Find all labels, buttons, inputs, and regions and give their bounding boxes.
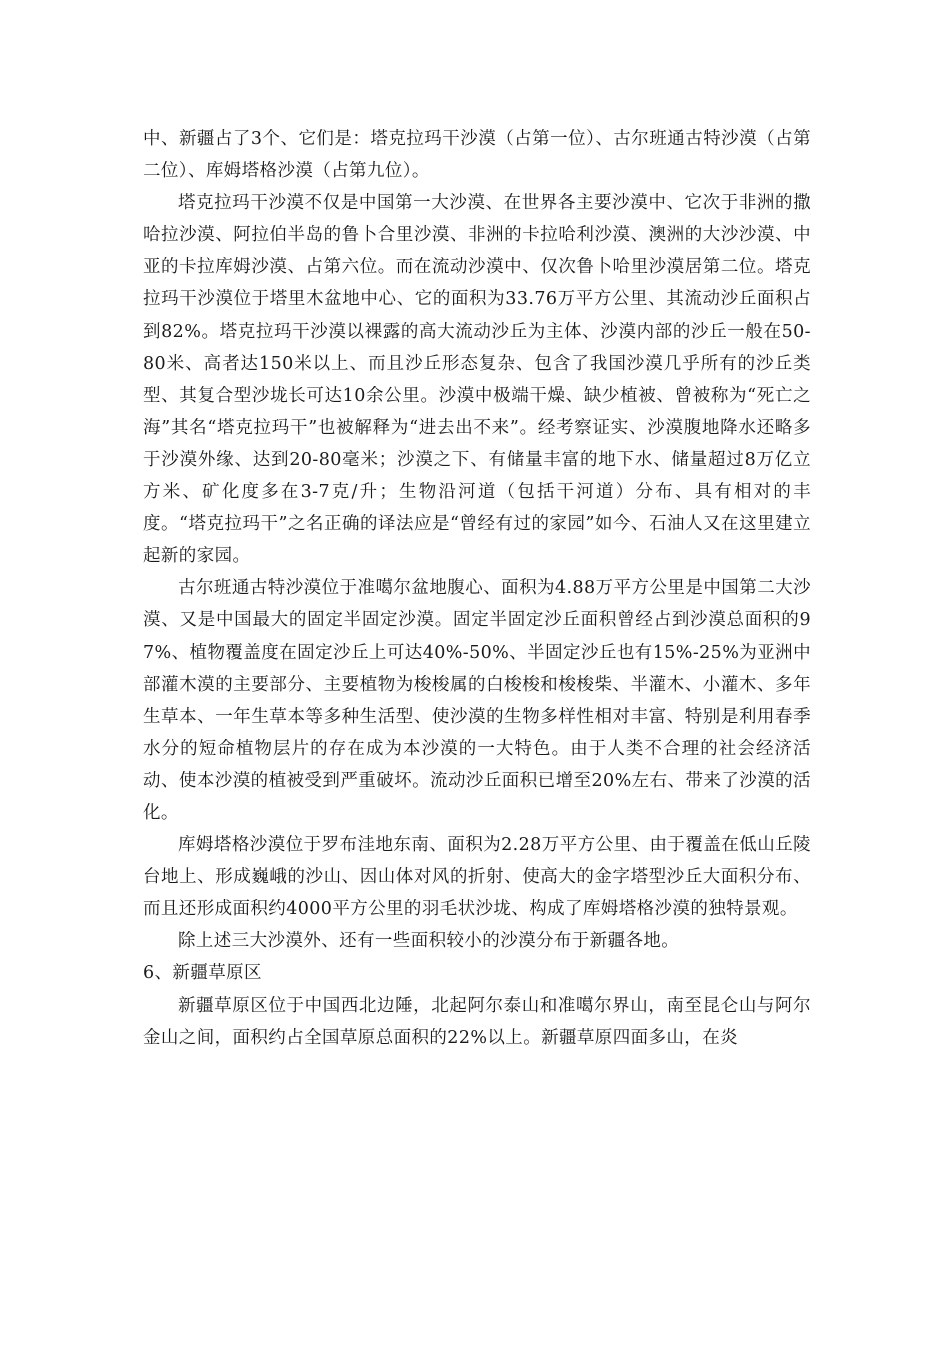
paragraph-grassland: 新疆草原区位于中国西北边陲，北起阿尔泰山和准噶尔界山，南至昆仑山与阿尔金山之间，面积约占全国草原总面积的22%以上。新疆草原四面多山，在炎 [143,995,811,1048]
paragraph-continuation: 中、新疆占了3个、它们是：塔克拉玛干沙漠（占第一位）、古尔班通古特沙漠（占第二位）、库姆塔格沙漠（占第九位）。 [143,129,811,182]
paragraph-taklamakan: 塔克拉玛干沙漠不仅是中国第一大沙漠、在世界各主要沙漠中、它次于非洲的撒哈拉沙漠、阿拉伯半岛的鲁卜合里沙漠、非洲的卡拉哈利沙漠、澳洲的大沙沙漠、中亚的卡拉库姆沙漠、占第六位。而在流动沙漠中、仅次鲁卜哈里沙漠居第二位。塔克拉玛干沙漠位于塔里木盆地中心、它的面积为33.76万平方公里、其流动沙丘面积占到82%。塔克拉玛干沙漠以裸露的高大流动沙丘为主体、沙漠内部的沙丘一般在50-80米、高者达150米以上、而且沙丘形态复杂、包含了我国沙漠几乎所有的沙丘类型、其复合型沙垅长可达10余公里。沙漠中极端干燥、缺少植被、曾被称为“死亡之海”其名“塔克拉玛干”也被解释为“进去出不来”。经考察证实、沙漠腹地降水还略多于沙漠外缘、达到20-80毫米；沙漠之下、有储量丰富的地下水、储量超过8万亿立方米、矿化度多在3-7克/升；生物沿河道（包括干河道）分布、具有相对的丰度。“塔克拉玛干”之名正确的译法应是“曾经有过的家园”如今、石油人又在这里建立起新的家园。 [143,193,811,567]
paragraph-other-deserts: 除上述三大沙漠外、还有一些面积较小的沙漠分布于新疆各地。 [178,931,680,952]
document-body [143,123,811,1054]
paragraph-kumtag: 库姆塔格沙漠位于罗布洼地东南、面积为2.28万平方公里、由于覆盖在低山丘陵台地上、形成巍峨的沙山、因山体对风的折射、使高大的金字塔型沙丘大面积分布、而且还形成面积约4000平方公里的羽毛状沙垅、构成了库姆塔格沙漠的独特景观。 [143,835,811,920]
paragraph-gurbantunggut: 古尔班通古特沙漠位于准噶尔盆地腹心、面积为4.88万平方公里是中国第二大沙漠、又是中国最大的固定半固定沙漠。固定半固定沙丘面积曾经占到沙漠总面积的97%、植物覆盖度在固定沙丘上可达40%-50%、半固定沙丘也有15%-25%为亚洲中部灌木漠的主要部分、主要植物为梭梭属的白梭梭和梭梭柴、半灌木、小灌木、多年生草本、一年生草本等多种生活型、使沙漠的生物多样性相对丰富、特别是利用春季水分的短命植物层片的存在成为本沙漠的一大特色。由于人类不合理的社会经济活动、使本沙漠的植被受到严重破坏。流动沙丘面积已增至20%左右、带来了沙漠的活化。 [143,578,811,823]
section-heading: 6、新疆草原区 [143,963,262,984]
